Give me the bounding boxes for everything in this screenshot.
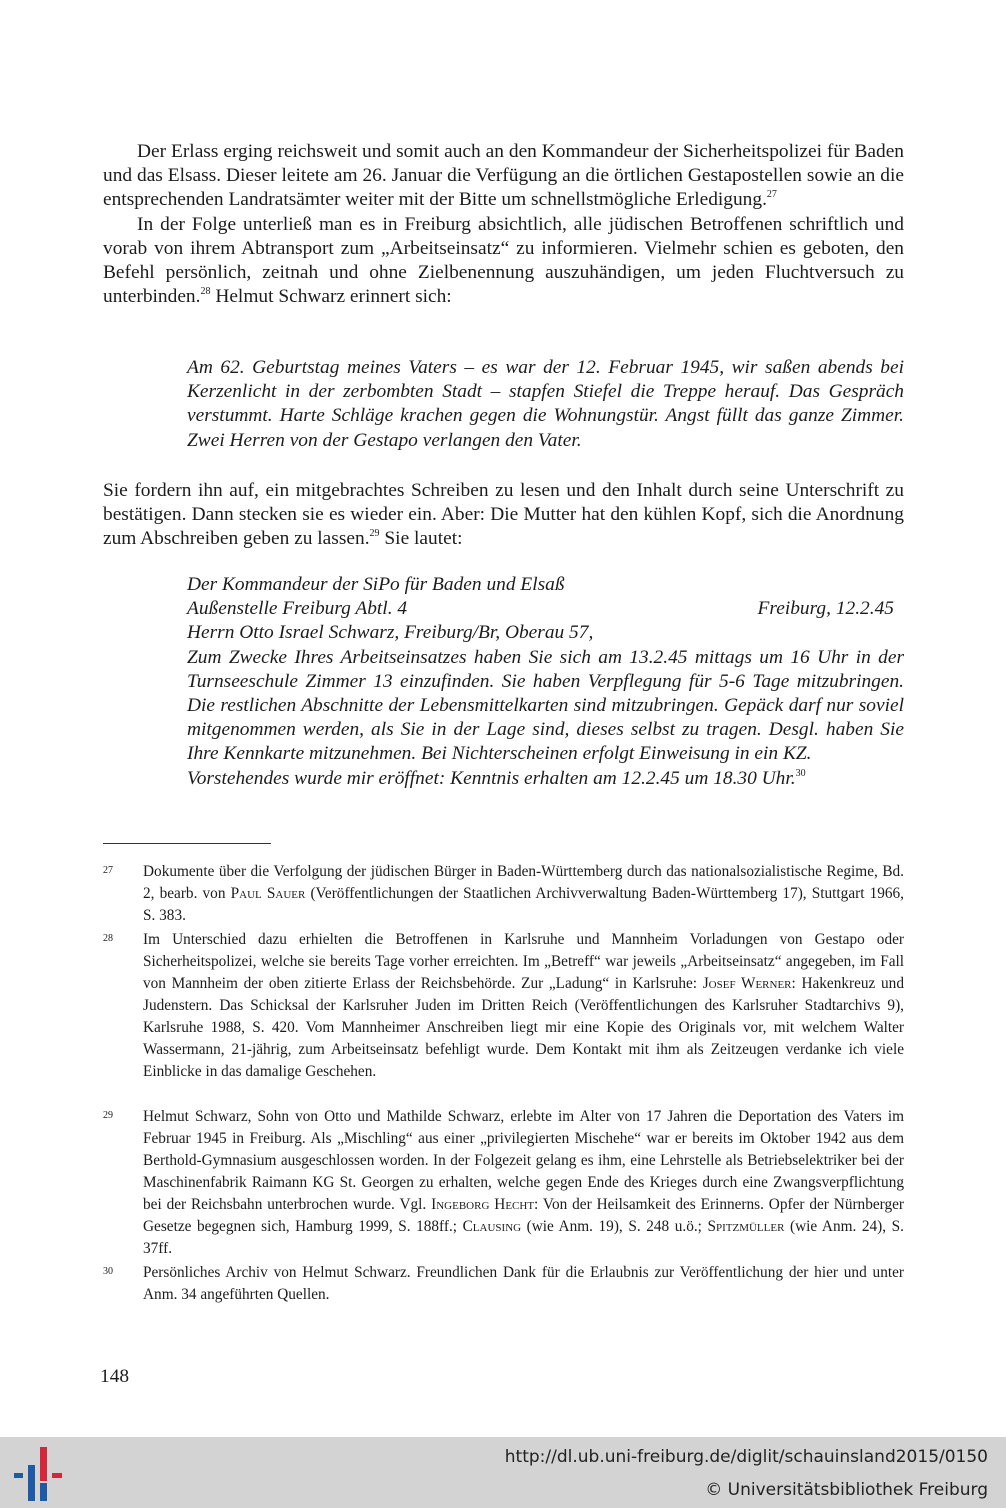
footnote-text: Im Unterschied dazu erhielten die Betroffenen in Karlsruhe und Mannheim Vorladungen von Gestapo oder Sicherheitspolizei, welche sie bereits Tage vorher erreichten. Im „Betreff“ war jeweils „Arbeitseinsatz“ angegeben, im Fall von Mannheim der oben zitierte Erlass der Reichsbehörde. Zur „Ladung“ in Karlsruhe: Josef Werner: Hakenkreuz und Judenstern. Das Schicksal der Karlsruher Juden im Dritten Reich (Veröffentlichungen des Karlsruher Stadtarchivs 9), Karlsruhe 1988, S. 420. Vom Mannheimer Anschreiben liegt mir eine Kopie des Originals vor, mit welchem Walter Wassermann, 21-jährig, zum Arbeitseinsatz befehligt wurde. Dem Kontakt mit ihm als Zeitzeugen verdanke ich viele Einblicke in das damalige Geschehen. [143,931,904,1080]
footnote-28 [103,929,904,1083]
letter-sender: Der Kommandeur der SiPo für Baden und Elsaß [187,574,565,595]
library-footer-bar [0,1437,1006,1508]
library-logo-icon [12,1447,64,1501]
footnote-number: 30 [103,1266,113,1277]
footnote-27 [103,861,904,927]
footnote-ref[interactable]: 27 [766,189,777,201]
letter-recipient: Herrn Otto Israel Schwarz, Freiburg/Br, Oberau 57, [187,622,594,644]
page-number: 148 [100,1366,130,1387]
body-text-block-2 [103,479,904,552]
paragraph: Der Erlass erging reichsweit und somit auch an den Kommandeur der Sicherheitspolizei für Baden und das Elsass. Dieser leitete am 26. Januar die Verfügung an die örtlichen Gestapostellen sowie an die entsprechenden Landratsämter weiter mit der Bitte um schnellstmögliche Erledigung.$^{27}$ [103,141,904,211]
letter-office: Außenstelle Freiburg Abtl. 4 [187,598,408,620]
letter-office-line [187,597,904,621]
copyright-notice: © Universitätsbibliothek Freiburg [705,1480,988,1500]
footnote-divider [103,843,271,844]
letter-body: Zum Zwecke Ihres Arbeitseinsatzes haben Sie sich am 13.2.45 mittags um 16 Uhr in der Turnseeschule Zimmer 13 einzufinden. Sie haben Verpflegung für 5-6 Tage mitzubringen. Die restlichen Abschnitte der Lebensmittelkarten sind mitzubringen. Gepäck darf nur soviel mitgenommen werden, als Sie in der Lage sind, dieses selbst zu tragen. Desgl. haben Sie Ihre Kennkarte mitzunehmen. Bei Nichterscheinen erfolgt Einweisung in ein KZ. [187,646,904,765]
quoted-letter [187,573,904,791]
footnote-29 [103,1106,904,1260]
footnote-text: Dokumente über die Verfolgung der jüdischen Bürger in Baden-Württemberg durch das nationalsozialistische Regime, Bd. 2, bearb. von Paul Sauer (Veröffentlichungen der Staatlichen Archivverwaltung Baden-Württemberg 17), Stuttgart 1966, S. 383. [143,863,905,924]
footnote-ref[interactable]: 29 [369,528,380,540]
paragraph: In der Folge unterließ man es in Freiburg absichtlich, alle jüdischen Betroffenen schriftlich und vorab von ihrem Abtransport zum „Arbeitseinsatz“ zu informieren. Vielmehr schien es geboten, den Befehl persönlich, zeitnah und ohne Zielbenennung auszuhändigen, um jeden Fluchtversuch zu unterbinden.$^{28}$ Helmut Schwarz erinnert sich: [103,213,904,308]
body-text-block-1 [103,140,904,309]
document-url-link[interactable]: http://dl.ub.uni-freiburg.de/diglit/schauinsland2015/0150 [504,1447,988,1467]
footnote-ref[interactable]: 28 [200,286,211,298]
block-quote: Am 62. Geburtstag meines Vaters – es war der 12. Februar 1945, wir saßen abends bei Kerzenlicht in der zerbombten Stadt – stapfen Stiefel die Treppe herauf. Das Gespräch verstummt. Harte Schläge krachen gegen die Wohnungstür. Angst füllt das ganze Zimmer. Zwei Herren von der Gestapo verlangen den Vater. [187,357,904,451]
paragraph: Sie fordern ihn auf, ein mitgebrachtes Schreiben zu lesen und den Inhalt durch seine Unterschrift zu bestätigen. Dann stecken sie es wieder ein. Aber: Die Mutter hat den kühlen Kopf, sich die Anordnung zum Abschreiben geben zu lassen.$^{29}$ Sie lautet: [103,480,904,550]
footnote-text: Persönliches Archiv von Helmut Schwarz. Freundlichen Dank für die Erlaubnis zur Veröffentlichung der hier und unter Anm. 34 angeführten Quellen. [143,1264,904,1303]
letter-date: Freiburg, 12.2.45 [757,598,894,620]
footnote-number: 27 [103,865,113,876]
footnote-30 [103,1262,904,1306]
footnote-number: 28 [103,933,113,944]
footnote-text: Helmut Schwarz, Sohn von Otto und Mathilde Schwarz, erlebte im Alter von 17 Jahren die Deportation des Vaters im Februar 1945 in Freiburg. Als „Mischling“ aus einer „privilegierten Mischehe“ war er bereits im Oktober 1942 aus dem Berthold-Gymnasium ausgeschlossen worden. In der Folgezeit gelang es ihm, eine Lehrstelle als Betriebselektriker bei der Maschinenfabrik Raimann KG St. Georgen zu erhalten, welche gegen Ende des Krieges durch eine Zwangsverpflichtung bei der Reichsbahn unterbrochen wurde. Vgl. Ingeborg Hecht: Von der Heilsamkeit des Erinnerns. Opfer der Nürnberger Gesetze begegnen sich, Hamburg 1999, S. 188ff.; Clausing (wie Anm. 19), S. 248 u.ö.; Spitzmüller (wie Anm. 24), S. 37ff. [143,1108,904,1257]
footnote-ref[interactable]: 30 [795,767,806,779]
footnote-number: 29 [103,1110,113,1121]
letter-closing: Vorstehendes wurde mir eröffnet: Kenntnis erhalten am 12.2.45 um 18.30 Uhr.$^{30}$ [187,767,806,789]
